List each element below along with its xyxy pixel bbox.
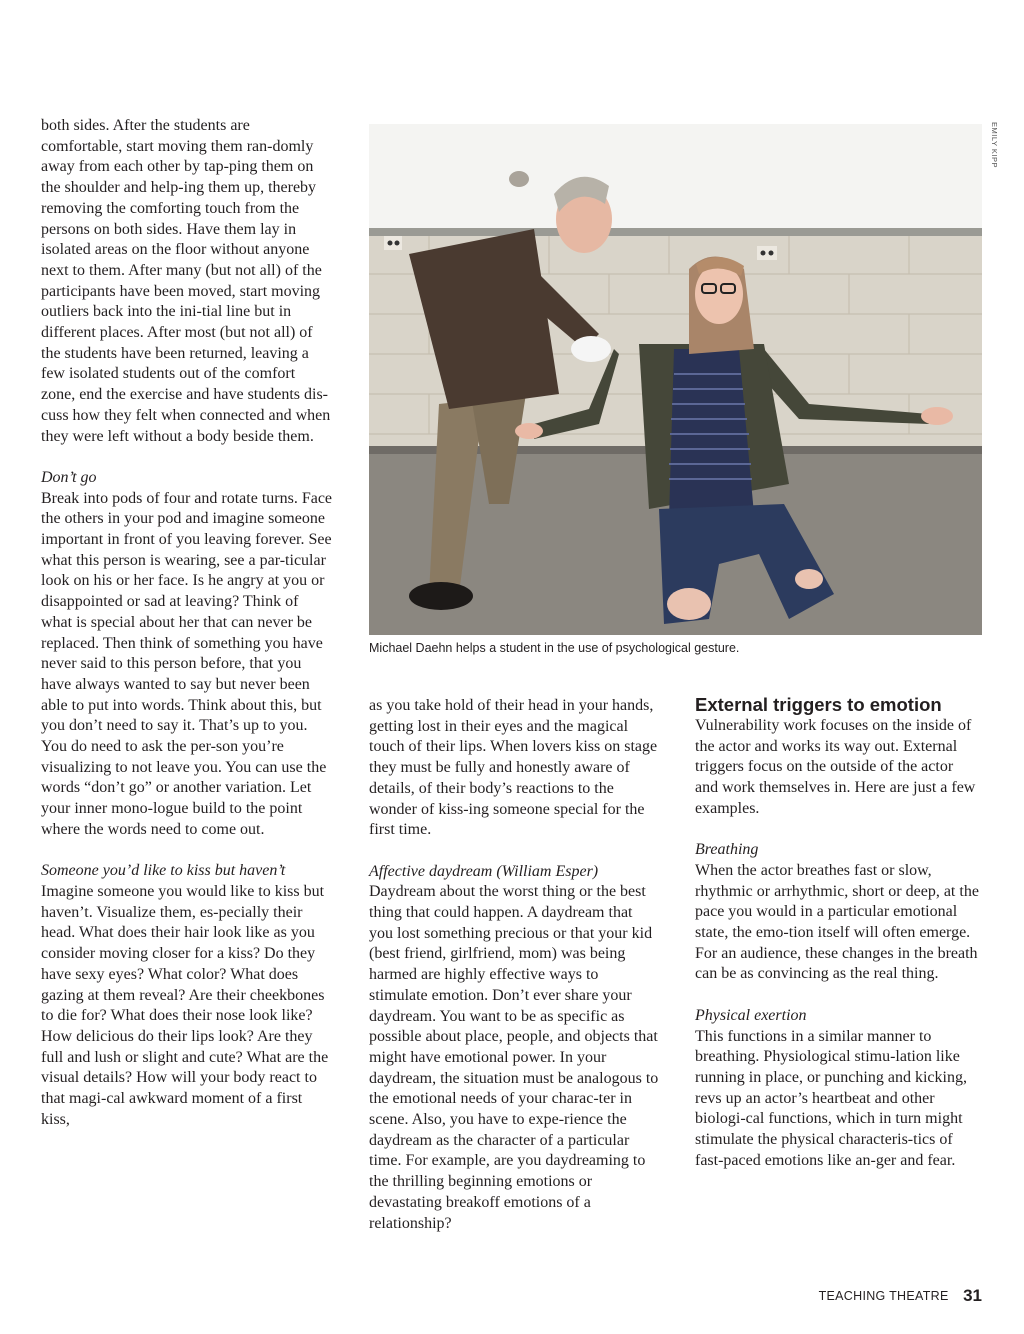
- article-photo: [369, 124, 982, 635]
- body-paragraph: When the actor breathes fast or slow, rhythmic or arrhythmic, short or deep, at the pace you would in a particular emotional state, the emo-tion itself will often emerge. For an audience, these changes in the breath can be as convincing as the real thing.: [695, 861, 979, 983]
- publication-name: TEACHING THEATRE: [818, 1289, 949, 1303]
- photo-illustration: [369, 124, 982, 635]
- exercise-title-dont-go: Don’t go: [41, 468, 97, 486]
- page-footer: [819, 1286, 982, 1306]
- article-column-1: [41, 116, 333, 1130]
- body-paragraph: This functions in a similar manner to breathing. Physiological stimu-lation like running in place, or punching and kicking, revs up an actor’s heartbeat and other biologi-cal functions, which in turn might stimulate the physical characteris-tics of fast-paced emotions like an-ger and fear.: [695, 1027, 967, 1169]
- exercise-title-physical-exertion: Physical exertion: [695, 1006, 807, 1024]
- body-paragraph: Break into pods of four and rotate turns. Face the others in your pod and imagine someone important in front of you leaving forever. See what this person is wearing, see a par-ticular look on his or her face. Is he angry at you or disappointed or sad at leaving? Think of what is special about her that can never be replaced. Then think of something you have never said to this person before, that you have always wanted to say but never been able to put into words. Think about this, but you don’t need to say it. That’s up to you. You do need to ask the per-son you’re visualizing to not leave you. You can use the words “don’t go” or another variation. Let your inner mono-logue build to the point where the words need to come out.: [41, 489, 333, 838]
- photo-credit: EMILY KIPP: [990, 122, 999, 168]
- section-heading: External triggers to emotion: [695, 694, 942, 715]
- article-column-3: [695, 694, 980, 1171]
- page-number: 31: [963, 1286, 982, 1305]
- exercise-title-affective-daydream: Affective daydream (William Esper): [369, 862, 599, 880]
- body-paragraph: Vulnerability work focuses on the inside of the actor and works its way out. External triggers focus on the outside of the actor and work themselves in. Here are just a few examples.: [695, 717, 976, 817]
- body-paragraph: as you take hold of their head in your hands, getting lost in their eyes and the magical touch of their lips. When lovers kiss on stage they must be fully and honestly aware of details, of their body’s reactions to the wonder of kiss-ing someone special for the first time.: [369, 697, 658, 839]
- body-paragraph: Imagine someone you would like to kiss but haven’t. Visualize them, es-pecially their head. What does their hair look like as you consider moving closer for a kiss? Do they have sexy eyes? What color? What does gazing at them reveal? Are their cheekbones to die for? What does their nose look like? How delicious do their lips look? Are they full and lush or slight and cute? What are the visual details? How will your body react to that magi-cal awkward moment of a first kiss,: [41, 882, 329, 1128]
- body-paragraph: Daydream about the worst thing or the best thing that could happen. A daydream that you lost something precious or that your kid (best friend, girlfriend, mom) was being harmed are highly effective ways to stimulate emotion. Don’t ever share your daydream. You want to be as specific as possible about place, people, and objects that might have emotional power. In your daydream, the situation must be analogous to the emotional needs of your charac-ter in scene. Also, you have to expe-rience the daydream as the character of a particular time. For example, are you daydreaming to the thrilling beginning emotions or devastating breakoff emotions of a relationship?: [369, 883, 659, 1232]
- exercise-title-breathing: Breathing: [695, 841, 759, 859]
- exercise-title-kiss: Someone you’d like to kiss but haven’t: [41, 862, 286, 880]
- article-column-2: [369, 696, 659, 1234]
- body-paragraph: both sides. After the students are comfortable, start moving them ran-domly away from each other by tap-ping them on the shoulder and help-ing them up, thereby removing the comforting touch from the persons on both sides. Have them lay in isolated areas on the floor without anyone next to them. After many (but not all) of the participants have been moved, start moving outliers back into the ini-tial line but in different places. After most (but not all) of the students have been returned, leaving a few isolated students out of the comfort zone, end the exercise and have students dis-cuss how they felt when connected and when they were left without a body beside them.: [41, 117, 331, 445]
- photo-caption: Michael Daehn helps a student in the use of psychological gesture.: [369, 641, 740, 655]
